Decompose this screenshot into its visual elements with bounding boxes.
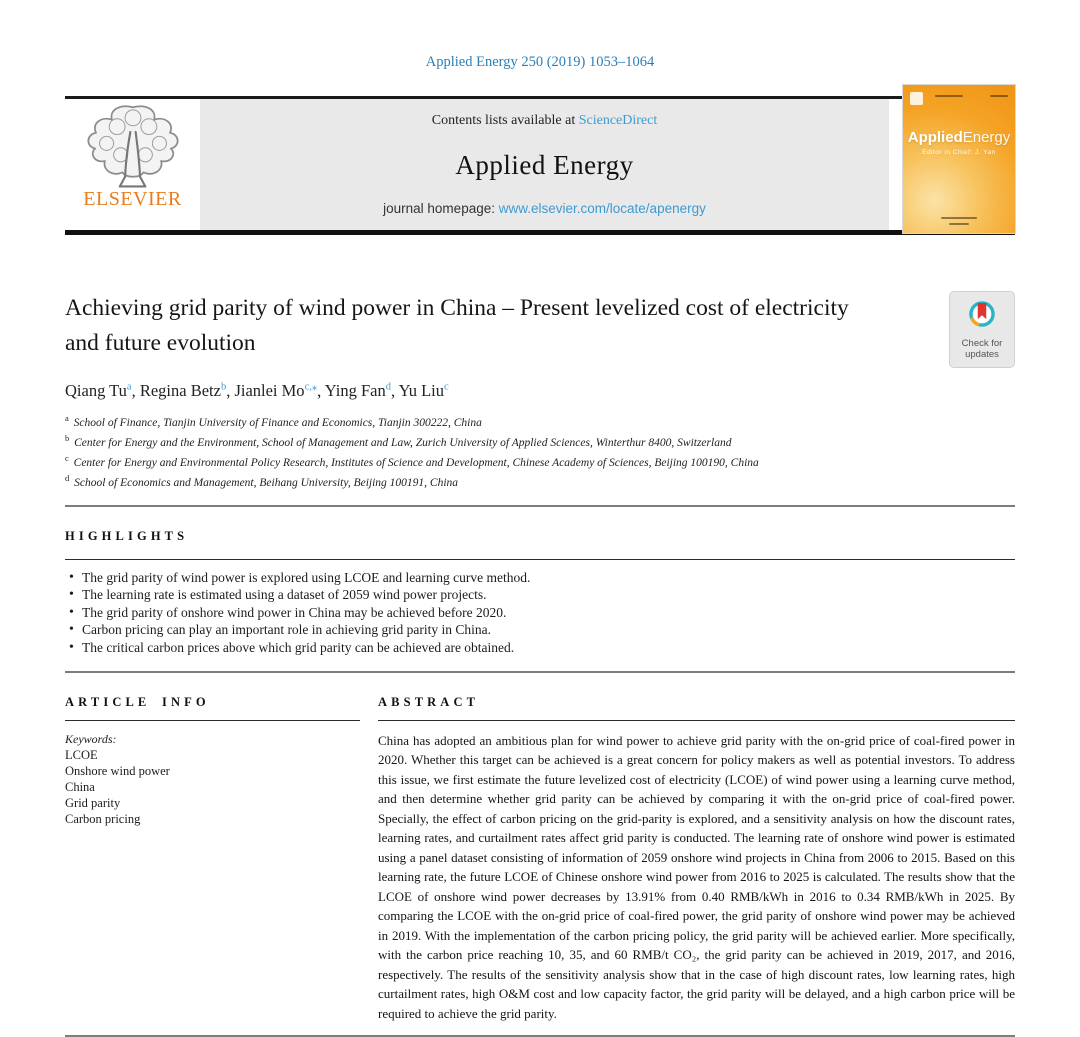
author: Jianlei $Mo^{c,⁎}$ (234, 381, 318, 401)
author-affiliation-sup: b (220, 381, 227, 393)
sciencedirect-link[interactable]: ScienceDirect (578, 113, 658, 128)
article-info-heading: ARTICLE INFO (65, 694, 210, 709)
affiliation-sup: a (65, 413, 69, 424)
cover-logo-chip (910, 92, 923, 105)
abstract-section (378, 695, 1015, 1024)
journal-banner (65, 96, 1015, 235)
keyword: Carbon pricing (65, 811, 141, 826)
authors-line: Qiang Tu$^a$, Regina Betz$^b$, Jianlei $Mo^{c,⁎}$, Ying Fan$^d$, Yu Liu$^c$ (65, 381, 449, 401)
elsevier-logo (65, 99, 200, 230)
cover-title-bold: Applied (907, 129, 963, 146)
cover-microtext-bar (935, 95, 963, 97)
keyword: China (65, 779, 95, 794)
affiliation-sup: d (65, 472, 70, 483)
divider (378, 720, 1015, 721)
affiliation: $^a$ School of Finance, Tianjin University of Finance and Economics, Tianjin 300222, China (65, 413, 482, 430)
cover-microtext-bar (990, 95, 1008, 97)
homepage-line (210, 201, 879, 220)
highlight-item: • Carbon pricing can play an important role in achieving grid parity in China. (69, 621, 1015, 639)
check-updates-label: Check for updates (961, 338, 1003, 361)
journal-title: Applied Energy (455, 149, 634, 180)
article-title: Achieving grid parity of wind power in China – Present levelized cost of electricity and future evolution (65, 295, 849, 356)
affiliation-sup: b (65, 433, 70, 444)
check-updates-badge[interactable] (949, 291, 1015, 368)
highlight-item: • The grid parity of wind power is explored using LCOE and learning curve method. (69, 569, 1015, 587)
affiliation: $^c$ Center for Energy and Environmental Policy Research, Institutes of Science and Development, Chinese Academy of Sciences, Beijing 100190, China (65, 452, 759, 469)
cover-subtitle: Editor in Chief: J. Yan (922, 149, 996, 156)
homepage-url-link[interactable]: www.elsevier.com/locate/apenergy (498, 201, 706, 216)
author-affiliation-sup: c (443, 381, 449, 393)
author: Ying Fan$^d$ (324, 381, 391, 401)
cover-microtext-bar (941, 217, 977, 219)
banner-center (200, 99, 889, 230)
contents-line (210, 113, 879, 129)
highlight-item: • The grid parity of onshore wind power in China may be achieved before 2020. (69, 604, 1015, 622)
affiliations (65, 411, 1015, 490)
divider (65, 720, 360, 721)
highlight-item: • The learning rate is estimated using a dataset of 2059 wind power projects. (69, 586, 1015, 604)
journal-cover-thumbnail (903, 85, 1015, 233)
contents-prefix: Contents lists available at (431, 113, 576, 128)
abstract-text: China has adopted an ambitious plan for wind power to achieve grid parity with the on-grid price of coal-fired power in 2020. Whether this target can be achieved is a great concern for policy makers as well as potential investors. To address this issue, we first estimate the future levelized cost of electricity (LCOE) of wind power using a learning curve method, and then determine whether grid parity can be achieved by comparing it with the on-grid price of coal-fired power. Specially, the effect of carbon pricing on the grid-parity is explored, and a sensitivity analysis on how the discount rates, learning rates, and curtailment rates affect grid parity is conducted. The learning rate of onshore wind power is estimated using a panel dataset consisting of information of 2059 onshore wind projects in China from 2006 to 2015. Based on this learning rate, the future LCOE of Chinese onshore wind power from 2016 to 2025 is calculated. The results show that the LCOE of onshore wind power decreases by 13.91% from 0.40 RMB/kWh in 2016 to 0.34 RMB/kWh in 2025. By comparing the LCOE with the on-grid price of coal-fired power, the grid parity of onshore wind power may be achieved in 2019. With the implementation of the carbon pricing policy, the grid parity will be achieved earlier. More specifically, with the carbon price reaching 10, 35, and 60 RMB/t CO₂, the grid parity can be achieved in 2019, 2017, and 2016, respectively. The results of the sensitivity analysis show that in the case of high discount rates, low learning rates, high curtailment rates, high O&M cost and low capacity factor, the grid parity will be delayed, and a high carbon price will be required to achieve the grid parity. (378, 732, 1015, 1021)
cover-title (903, 129, 1015, 146)
author: Regina Betz$^b$ (139, 381, 227, 401)
divider (65, 671, 1015, 673)
highlights-section (65, 529, 1015, 657)
cover-title-light: Energy (962, 129, 1011, 146)
affiliation-sup: c (65, 452, 69, 463)
keyword: LCOE (65, 747, 98, 762)
homepage-label: journal homepage: (383, 201, 495, 216)
elsevier-tree-icon (75, 102, 191, 190)
keywords-label: Keywords: (65, 731, 117, 746)
divider (65, 505, 1015, 507)
author-affiliation-sup: c,⁎ (304, 381, 318, 393)
elsevier-wordmark: ELSEVIER (83, 188, 182, 210)
affiliation: $^b$ Center for Energy and the Environment, School of Management and Law, Zurich University of Applied Sciences, Winterthur 8400, Switzerland (65, 433, 732, 449)
keyword: Onshore wind power (65, 763, 170, 778)
author-affiliation-sup: d (385, 381, 391, 393)
author-affiliation-sup: a (126, 381, 132, 393)
highlight-item: • The critical carbon prices above which grid parity can be achieved are obtained. (69, 639, 1015, 657)
author: Yu Liu$^c$ (398, 381, 449, 401)
journal-citation: Applied Energy 250 (2019) 1053–1064 (425, 54, 655, 70)
highlights-heading: HIGHLIGHTS (65, 528, 189, 543)
abstract-heading: ABSTRACT (378, 694, 480, 709)
keyword: Grid parity (65, 795, 121, 810)
divider (65, 559, 1015, 560)
highlights-list (65, 569, 1015, 657)
author: Qiang Tu$^a$ (65, 381, 132, 401)
check-updates-icon (965, 297, 999, 331)
affiliation: $^d$ School of Economics and Management, Beihang University, Beijing 100191, China (65, 472, 459, 489)
keywords-list (65, 747, 360, 827)
cover-microtext-bar (949, 223, 969, 225)
article-info-section (65, 695, 360, 1024)
